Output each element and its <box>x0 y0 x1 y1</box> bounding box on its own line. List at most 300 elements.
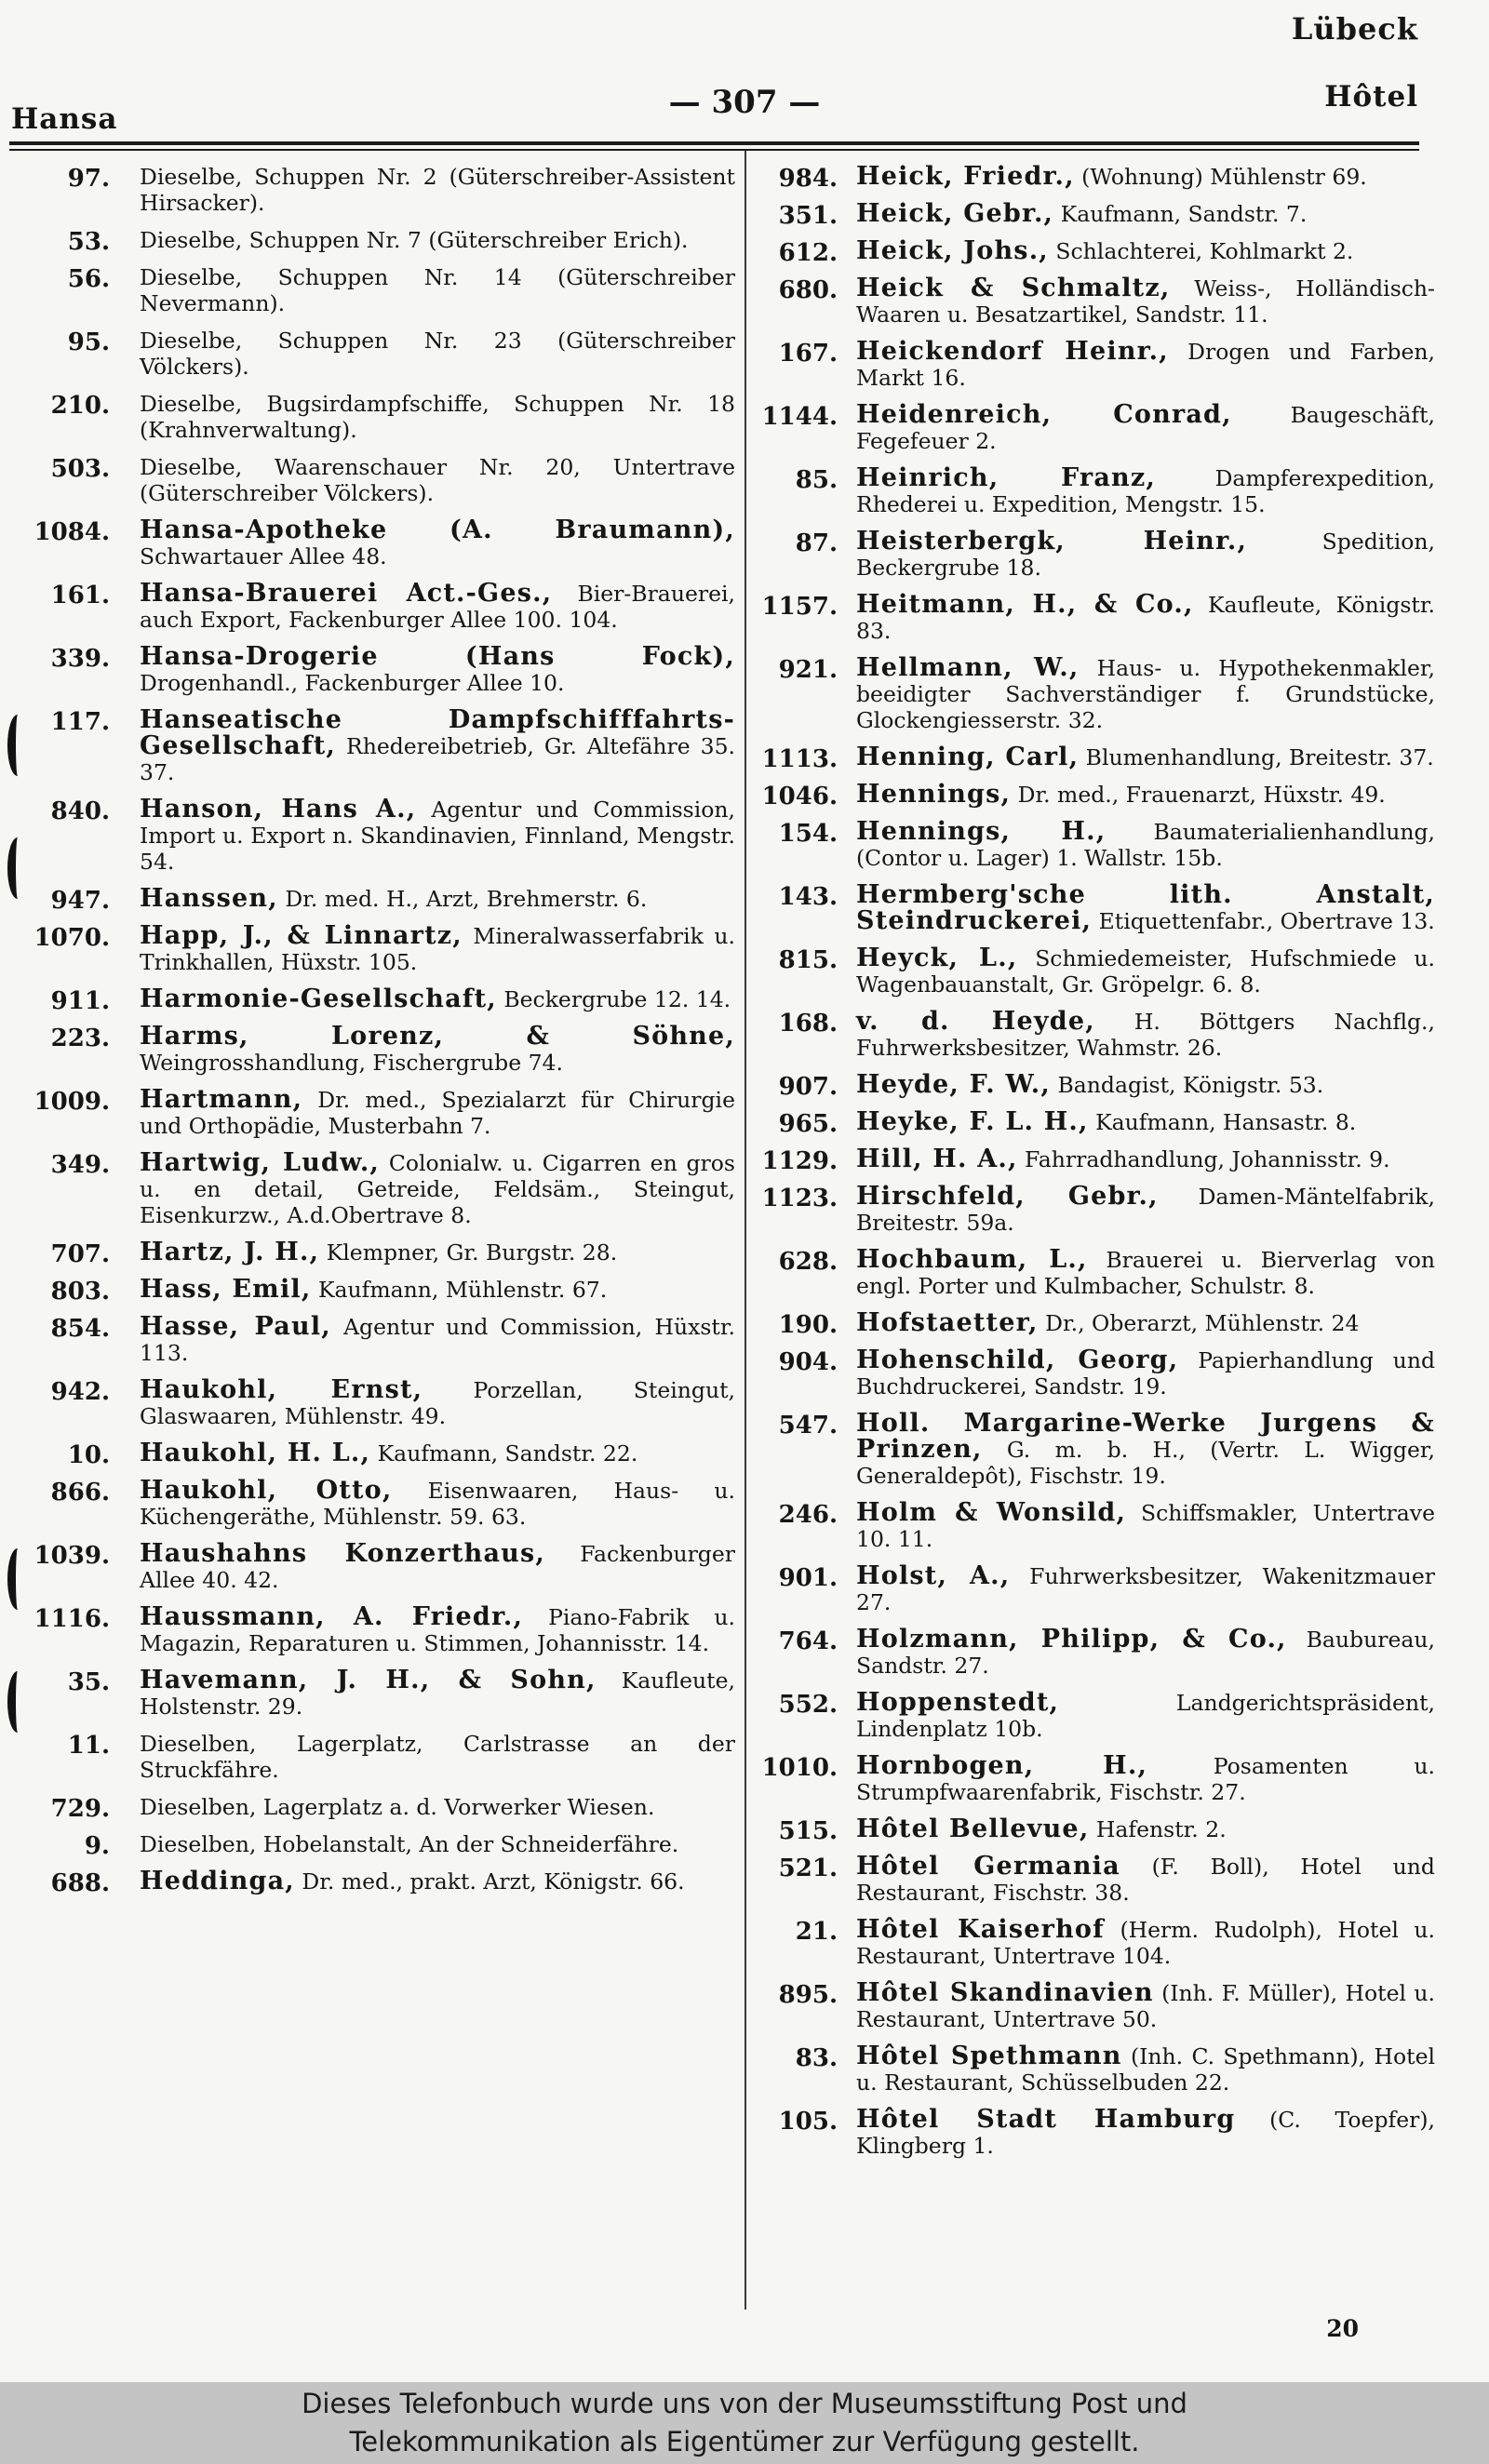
entry-text <box>856 1753 1435 1805</box>
entry-text <box>856 1917 1435 1969</box>
subscriber-details: Dieselbe, Waarenschauer Nr. 20, Untertrave (Güterschreiber Völckers). <box>140 454 735 506</box>
phone-number: 911. <box>50 987 110 1015</box>
subscriber-name: Hanson, Hans A., <box>140 795 417 824</box>
phone-number: 688. <box>50 1869 110 1897</box>
subscriber-details: Haus- u. Hypothekenmakler, beeidigter Sachverständiger f. Grundstücke, Glockengiesserstr. 32. <box>856 655 1435 733</box>
subscriber-name: Hôtel Bellevue, <box>856 1815 1090 1843</box>
subscriber-name: Happ, J., & Linnartz, <box>140 921 463 950</box>
entry-text <box>140 328 735 380</box>
subscriber-name: Holzmann, Philipp, & Co., <box>856 1625 1287 1654</box>
phone-number: 1009. <box>34 1088 110 1116</box>
directory-entry <box>9 1314 735 1366</box>
subscriber-name: Hôtel Germania <box>856 1852 1120 1881</box>
entry-text <box>856 819 1435 871</box>
subscriber-details: Schlachterei, Kohlmarkt 2. <box>1055 238 1354 264</box>
subscriber-details: Kaufleute, Holstenstr. 29. <box>140 1667 735 1720</box>
phone-number: 143. <box>778 883 838 911</box>
directory-entry <box>756 162 1435 193</box>
subscriber-name: Hofstaetter, <box>856 1308 1039 1337</box>
subscriber-details: Kaufmann, Sandstr. 7. <box>1060 201 1308 227</box>
header-rule-thick <box>9 141 1419 145</box>
subscriber-details: (Inh. F. Müller), Hotel u. Restaurant, Untertrave 50. <box>856 1980 1435 2032</box>
directory-entry <box>9 1439 735 1469</box>
entry-text <box>856 782 1435 808</box>
subscriber-name: Heinrich, Franz, <box>856 463 1157 492</box>
subscriber-details: Dr., Oberarzt, Mühlenstr. 24 <box>1045 1310 1360 1336</box>
directory-entry <box>756 1500 1435 1552</box>
entry-text <box>856 2043 1435 2096</box>
phone-number: 85. <box>795 466 838 494</box>
entry-text <box>856 201 1435 227</box>
subscriber-details: (Inh. C. Spethmann), Hotel u. Restaurant, Schüsselbuden 22. <box>856 2043 1435 2096</box>
phone-number: 161. <box>50 582 110 609</box>
entry-text <box>856 1347 1435 1399</box>
subscriber-details: Weiss-, Holländisch-Waaren u. Besatzartikel, Sandstr. 11. <box>856 275 1435 328</box>
phone-number: 11. <box>67 1732 110 1760</box>
entry-text <box>140 1541 735 1593</box>
entry-text <box>856 465 1435 517</box>
subscriber-details: Baugeschäft, Fegefeuer 2. <box>856 402 1435 454</box>
directory-entry <box>9 1831 735 1860</box>
phone-number: 35. <box>67 1668 110 1696</box>
phone-number: 1157. <box>761 593 838 621</box>
subscriber-details: Dr. med., Spezialarzt für Chirurgie und Orthopädie, Musterbahn 7. <box>140 1087 735 1139</box>
subscriber-details: Kaufleute, Königstr. 83. <box>856 592 1435 644</box>
subscriber-details: Dr. med. H., Arzt, Brehmerstr. 6. <box>285 886 648 912</box>
directory-entry <box>756 1107 1435 1138</box>
directory-entry <box>9 984 735 1015</box>
signature-mark: 20 <box>1326 2315 1359 2342</box>
phone-number: 764. <box>778 1627 838 1655</box>
phone-number: 707. <box>50 1240 110 1268</box>
header-left-keyword: Hansa <box>11 102 118 136</box>
subscriber-name: Heick, Johs., <box>856 236 1049 265</box>
entry-text <box>856 655 1435 733</box>
entry-text <box>856 1146 1435 1172</box>
phone-number: 1039. <box>34 1542 110 1570</box>
directory-entry <box>756 2107 1435 2159</box>
subscriber-details: Kaufmann, Mühlenstr. 67. <box>317 1277 608 1303</box>
phone-number: 105. <box>778 2108 838 2136</box>
entry-text <box>140 454 735 506</box>
subscriber-details: Kaufmann, Sandstr. 22. <box>377 1440 638 1466</box>
subscriber-name: Hôtel Spethmann <box>856 2042 1122 2070</box>
entry-text <box>140 644 735 696</box>
ownership-banner <box>0 2382 1489 2464</box>
subscriber-details: Beckergrube 12. 14. <box>503 986 731 1012</box>
subscriber-details: Eisenwaaren, Haus- u. Küchengeräthe, Mühlenstr. 59. 63. <box>140 1478 735 1530</box>
entry-text <box>856 529 1435 581</box>
directory-entry <box>756 882 1435 934</box>
directory-entry <box>756 1980 1435 2032</box>
directory-entry <box>9 1731 735 1783</box>
directory-entry <box>756 339 1435 391</box>
directory-entry <box>9 517 735 569</box>
subscriber-name: Heyke, F. L. H., <box>856 1107 1089 1136</box>
subscriber-name: Heick, Friedr., <box>856 162 1075 191</box>
subscriber-details: Dieselben, Lagerplatz, Carlstrasse an der Struckfähre. <box>140 1731 735 1783</box>
subscriber-name: Hanssen, <box>140 884 278 913</box>
directory-entry <box>9 227 735 256</box>
phone-number: 1010. <box>761 1754 838 1782</box>
directory-entry <box>756 1854 1435 1906</box>
subscriber-details: Dieselbe, Bugsirdampfschiffe, Schuppen Nr. 18 (Krahnverwaltung). <box>140 391 735 443</box>
directory-entry <box>756 1070 1435 1101</box>
phone-number: 167. <box>778 340 838 368</box>
phone-number: 815. <box>778 946 838 974</box>
phone-number: 854. <box>50 1315 110 1343</box>
subscriber-name: Hansa-Drogerie (Hans Fock), <box>140 642 735 671</box>
directory-entry <box>9 884 735 915</box>
phone-number: 503. <box>50 455 110 483</box>
directory-entry <box>9 1275 735 1306</box>
directory-entry <box>756 1411 1435 1489</box>
subscriber-name: Heick & Schmaltz, <box>856 274 1171 302</box>
phone-number: 895. <box>778 1981 838 2009</box>
entry-text <box>140 1024 735 1076</box>
page-number: — 307 — <box>668 84 821 121</box>
directory-entry <box>756 1753 1435 1805</box>
entry-text <box>856 592 1435 644</box>
directory-entry <box>9 264 735 316</box>
subscriber-name: Haukohl, Otto, <box>140 1476 393 1505</box>
entry-text <box>140 1478 735 1530</box>
subscriber-details: (C. Toepfer), Klingberg 1. <box>856 2107 1435 2159</box>
subscriber-details: (F. Boll), Hotel und Restaurant, Fischstr. 38. <box>856 1854 1435 1906</box>
entry-text <box>856 945 1435 998</box>
directory-entry <box>756 1308 1435 1339</box>
directory-entry <box>756 529 1435 581</box>
banner-line-1: Dieses Telefonbuch wurde uns von der Museumsstiftung Post und <box>302 2388 1187 2419</box>
subscriber-details: Klempner, Gr. Burgstr. 28. <box>326 1239 618 1265</box>
directory-entry <box>756 1917 1435 1969</box>
entry-text <box>856 744 1435 770</box>
phone-number: 612. <box>778 239 838 267</box>
directory-entry <box>756 1184 1435 1236</box>
entry-text <box>856 1009 1435 1061</box>
subscriber-details: (Herm. Rudolph), Hotel u. Restaurant, Untertrave 104. <box>856 1917 1435 1969</box>
directory-entry <box>9 164 735 216</box>
subscriber-name: Hôtel Stadt Hamburg <box>856 2105 1236 2134</box>
subscriber-name: Haushahns Konzerthaus, <box>140 1539 546 1568</box>
directory-entry <box>9 644 735 696</box>
subscriber-details: Dieselbe, Schuppen Nr. 2 (Güterschreiber-Assistent Hirsacker). <box>140 164 735 216</box>
subscriber-details: Schiffsmakler, Untertrave 10. 11. <box>856 1500 1435 1552</box>
directory-entry <box>756 236 1435 267</box>
phone-number: 1070. <box>34 924 110 952</box>
directory-entry <box>756 1563 1435 1615</box>
subscriber-details: Dieselbe, Schuppen Nr. 14 (Güterschreiber Nevermann). <box>140 264 735 316</box>
entry-text <box>856 238 1435 264</box>
phone-number: 680. <box>778 276 838 304</box>
phone-number: 1116. <box>34 1605 110 1633</box>
phone-number: 56. <box>67 265 110 293</box>
phone-number: 552. <box>778 1691 838 1719</box>
subscriber-details: Blumenhandlung, Breitestr. 37. <box>1085 744 1434 770</box>
entry-text <box>140 1087 735 1139</box>
entry-text <box>140 1794 735 1820</box>
phone-number: 904. <box>778 1348 838 1376</box>
subscriber-name: Hansa-Apotheke (A. Braumann), <box>140 516 735 544</box>
subscriber-details: Bier-Brauerei, auch Export, Fackenburger Allee 100. 104. <box>140 581 735 633</box>
phone-number: 83. <box>795 2044 838 2072</box>
phone-number: 97. <box>67 165 110 193</box>
phone-number: 351. <box>778 202 838 230</box>
entry-text <box>140 1239 735 1265</box>
phone-number: 515. <box>778 1817 838 1845</box>
subscriber-name: Haukohl, H. L., <box>140 1439 371 1467</box>
subscriber-name: Heickendorf Heinr., <box>856 337 1169 366</box>
subscriber-name: Haussmann, A. Friedr., <box>140 1602 524 1631</box>
subscriber-name: Harmonie-Gesellschaft, <box>140 984 497 1013</box>
directory-entry <box>756 2043 1435 2096</box>
directory-entry <box>9 391 735 443</box>
subscriber-details: Fahrradhandlung, Johannisstr. 9. <box>1025 1146 1390 1172</box>
phone-number: 547. <box>778 1412 838 1440</box>
directory-entry <box>756 1627 1435 1679</box>
directory-entry <box>756 465 1435 517</box>
phone-number: 9. <box>84 1832 110 1860</box>
directory-entry <box>9 1794 735 1823</box>
entry-text <box>140 1440 735 1466</box>
directory-entry <box>756 1815 1435 1845</box>
directory-entry <box>9 1377 735 1429</box>
entry-text <box>140 1831 735 1857</box>
entry-text <box>140 986 735 1012</box>
phone-number: 95. <box>67 328 110 356</box>
subscriber-details: Agentur und Commission, Import u. Export n. Skandinavien, Finnland, Mengstr. 54. <box>140 797 735 875</box>
subscriber-name: Harms, Lorenz, & Söhne, <box>140 1022 735 1051</box>
directory-entry <box>756 743 1435 773</box>
entry-text <box>140 391 735 443</box>
directory-entry <box>9 1604 735 1656</box>
entry-text <box>140 886 735 912</box>
entry-text <box>140 1150 735 1228</box>
entry-text <box>856 1184 1435 1236</box>
entry-text <box>140 1377 735 1429</box>
header-rule-thin <box>9 149 1419 151</box>
directory-entry <box>9 1024 735 1076</box>
phone-number: 1123. <box>761 1185 838 1212</box>
phone-number: 947. <box>50 887 110 915</box>
subscriber-details: G. m. b. H., (Vertr. L. Wigger, Generaldepôt), Fischstr. 19. <box>856 1437 1435 1489</box>
subscriber-details: Kaufmann, Hansastr. 8. <box>1095 1109 1357 1135</box>
entry-text <box>856 1310 1435 1336</box>
subscriber-details: Posamenten u. Strumpfwaarenfabrik, Fischstr. 27. <box>856 1753 1435 1805</box>
entry-text <box>856 2107 1435 2159</box>
directory-entry <box>9 454 735 506</box>
subscriber-details: Landgerichtspräsident, Lindenplatz 10b. <box>856 1690 1435 1742</box>
entry-text <box>856 402 1435 454</box>
subscriber-name: Hermberg'sche lith. Anstalt, Steindruckerei, <box>856 880 1435 935</box>
subscriber-name: Hohenschild, Georg, <box>856 1346 1179 1374</box>
subscriber-details: Agentur und Commission, Hüxstr. 113. <box>140 1314 735 1366</box>
directory-entry <box>756 1009 1435 1061</box>
directory-entry <box>756 402 1435 454</box>
phone-number: 154. <box>778 820 838 848</box>
subscriber-name: Heisterbergk, Heinr., <box>856 527 1248 556</box>
subscriber-name: Hanseatische Dampfschifffahrts-Gesellschaft, <box>140 705 735 760</box>
phone-number: 965. <box>778 1110 838 1138</box>
subscriber-details: Schwartauer Allee 48. <box>140 543 387 569</box>
header-right-keyword: Hôtel <box>1324 80 1418 114</box>
subscriber-name: Heyck, L., <box>856 944 1018 972</box>
subscriber-name: Hellmann, W., <box>856 653 1080 682</box>
subscriber-name: Heidenreich, Conrad, <box>856 400 1232 429</box>
subscriber-name: Hennings, <box>856 780 1012 809</box>
subscriber-name: Hass, Emil, <box>140 1275 312 1304</box>
header-city: Lübeck <box>1291 11 1418 47</box>
phone-number: 866. <box>50 1479 110 1507</box>
phone-number: 907. <box>778 1073 838 1101</box>
subscriber-name: Heick, Gebr., <box>856 199 1054 228</box>
subscriber-name: Hôtel Skandinavien <box>856 1978 1154 2007</box>
subscriber-details: Dieselben, Lagerplatz a. d. Vorwerker Wiesen. <box>140 1794 655 1820</box>
phone-number: 521. <box>778 1855 838 1882</box>
subscriber-details: H. Böttgers Nachflg., Fuhrwerksbesitzer, Wahmstr. 26. <box>856 1009 1435 1061</box>
entry-text <box>140 517 735 569</box>
directory-entry <box>756 1347 1435 1399</box>
entry-text <box>856 1816 1435 1842</box>
subscriber-name: Holl. Margarine-Werke Jurgens & Prinzen, <box>856 1409 1435 1464</box>
entry-text <box>140 1604 735 1656</box>
entry-text <box>140 1667 735 1720</box>
subscriber-details: Papierhandlung und Buchdruckerei, Sandstr. 19. <box>856 1347 1435 1399</box>
subscriber-details: Baubureau, Sandstr. 27. <box>856 1627 1435 1679</box>
subscriber-details: Dr. med., Frauenarzt, Hüxstr. 49. <box>1017 782 1386 808</box>
subscriber-name: Hochbaum, L., <box>856 1245 1088 1274</box>
subscriber-details: Bandagist, Königstr. 53. <box>1057 1072 1324 1098</box>
subscriber-details: Fuhrwerksbesitzer, Wakenitzmauer 27. <box>856 1563 1435 1615</box>
directory-entry <box>756 782 1435 808</box>
directory-entry <box>9 1087 735 1139</box>
phone-number: 223. <box>50 1024 110 1052</box>
subscriber-details: Hafenstr. 2. <box>1095 1816 1227 1842</box>
phone-number: 921. <box>778 656 838 684</box>
phone-number: 840. <box>50 797 110 825</box>
subscriber-name: Hasse, Paul, <box>140 1312 331 1341</box>
entry-text <box>856 275 1435 328</box>
subscriber-name: Heitmann, H., & Co., <box>856 590 1194 619</box>
subscriber-name: Hôtel Kaiserhof <box>856 1915 1105 1944</box>
entry-text <box>140 923 735 975</box>
phone-number: 1113. <box>761 745 838 773</box>
subscriber-details: Porzellan, Steingut, Glaswaaren, Mühlenstr. 49. <box>140 1377 736 1429</box>
subscriber-name: Hornbogen, H., <box>856 1751 1148 1780</box>
entry-text <box>856 1854 1435 1906</box>
directory-entry <box>756 819 1435 871</box>
phone-number: 628. <box>778 1248 838 1276</box>
entry-text <box>856 1247 1435 1299</box>
subscriber-name: Hartmann, <box>140 1085 303 1114</box>
phone-number: 901. <box>778 1564 838 1592</box>
phone-number: 21. <box>795 1918 838 1946</box>
entry-text <box>856 1690 1435 1742</box>
subscriber-details: Drogen und Farben, Markt 16. <box>856 339 1435 391</box>
directory-entry <box>9 1238 735 1268</box>
directory-entry <box>9 923 735 975</box>
phone-number: 1144. <box>761 403 838 431</box>
subscriber-details: Drogenhandl., Fackenburger Allee 10. <box>140 670 565 696</box>
phone-number: 942. <box>50 1378 110 1406</box>
phone-number: 339. <box>50 645 110 673</box>
subscriber-name: v. d. Heyde, <box>856 1007 1095 1036</box>
directory-entry <box>756 199 1435 230</box>
subscriber-name: Henning, Carl, <box>856 743 1080 771</box>
directory-entry <box>9 328 735 380</box>
phone-number: 53. <box>67 228 110 256</box>
entry-text <box>856 339 1435 391</box>
subscriber-details: Piano-Fabrik u. Magazin, Reparaturen u. Stimmen, Johannisstr. 14. <box>140 1604 735 1656</box>
entry-text <box>140 1277 735 1303</box>
entry-text <box>140 164 735 216</box>
entry-text <box>140 1868 735 1895</box>
subscriber-name: Holm & Wonsild, <box>856 1498 1127 1527</box>
entry-text <box>140 227 735 253</box>
subscriber-name: Hoppenstedt, <box>856 1688 1060 1717</box>
right-column <box>756 164 1435 2170</box>
subscriber-name: Hill, H. A., <box>856 1145 1018 1173</box>
entry-text <box>856 1072 1435 1098</box>
directory-entry <box>756 655 1435 733</box>
subscriber-details: Baumaterialienhandlung, (Contor u. Lager) 1. Wallstr. 15b. <box>856 819 1435 871</box>
directory-entry <box>756 1247 1435 1299</box>
subscriber-name: Hirschfeld, Gebr., <box>856 1182 1159 1211</box>
subscriber-details: Mineralwasserfabrik u. Trinkhallen, Hüxstr. 105. <box>140 923 735 975</box>
subscriber-details: Weingrosshandlung, Fischergrube 74. <box>140 1050 563 1076</box>
subscriber-details: Dieselbe, Schuppen Nr. 23 (Güterschreiber Völckers). <box>140 328 735 380</box>
subscriber-name: Holst, A., <box>856 1561 1011 1590</box>
subscriber-details: Etiquettenfabr., Obertrave 13. <box>1098 908 1435 934</box>
subscriber-name: Haukohl, Ernst, <box>140 1375 423 1404</box>
entry-text <box>856 1627 1435 1679</box>
subscriber-name: Hartz, J. H., <box>140 1238 320 1266</box>
column-separator <box>744 151 746 2310</box>
phone-number: 87. <box>795 529 838 557</box>
entry-text <box>856 1109 1435 1135</box>
phone-number: 10. <box>67 1441 110 1469</box>
subscriber-details: Fackenburger Allee 40. 42. <box>140 1541 735 1593</box>
left-column <box>9 164 735 1906</box>
directory-entry <box>9 1667 735 1720</box>
subscriber-details: Schmiedemeister, Hufschmiede u. Wagenbauanstalt, Gr. Gröpelgr. 6. 8. <box>856 945 1435 998</box>
subscriber-name: Hansa-Brauerei Act.-Ges., <box>140 579 553 608</box>
phone-number: 117. <box>50 708 110 736</box>
subscriber-name: Heddinga, <box>140 1867 295 1895</box>
entry-text <box>856 1500 1435 1552</box>
phone-number: 803. <box>50 1278 110 1306</box>
directory-entry <box>9 1478 735 1530</box>
entry-text <box>140 707 735 785</box>
directory-entry <box>9 1868 735 1895</box>
subscriber-details: Brauerei u. Bierverlag von engl. Porter und Kulmbacher, Schulstr. 8. <box>856 1247 1435 1299</box>
phone-number: 349. <box>50 1151 110 1179</box>
entry-text <box>140 581 735 633</box>
subscriber-details: Dampferexpedition, Rhederei u. Expedition, Mengstr. 15. <box>856 465 1435 517</box>
subscriber-details: Dieselben, Hobelanstalt, An der Schneiderfähre. <box>140 1831 679 1857</box>
subscriber-details: (Wohnung) Mühlenstr 69. <box>1081 164 1367 190</box>
entry-text <box>140 264 735 316</box>
phone-number: 729. <box>50 1795 110 1823</box>
directory-entry <box>756 275 1435 328</box>
entry-text <box>140 1314 735 1366</box>
entry-text <box>140 797 735 875</box>
subscriber-details: Colonialw. u. Cigarren en gros u. en detail, Getreide, Feldsäm., Steingut, Eisenkurzw., A.d.Obertrave 8. <box>140 1150 735 1228</box>
phone-number: 1046. <box>761 783 838 810</box>
entry-text <box>140 1731 735 1783</box>
subscriber-name: Heyde, F. W., <box>856 1070 1052 1099</box>
subscriber-details: Rhedereibetrieb, Gr. Altefähre 35. 37. <box>140 733 735 785</box>
